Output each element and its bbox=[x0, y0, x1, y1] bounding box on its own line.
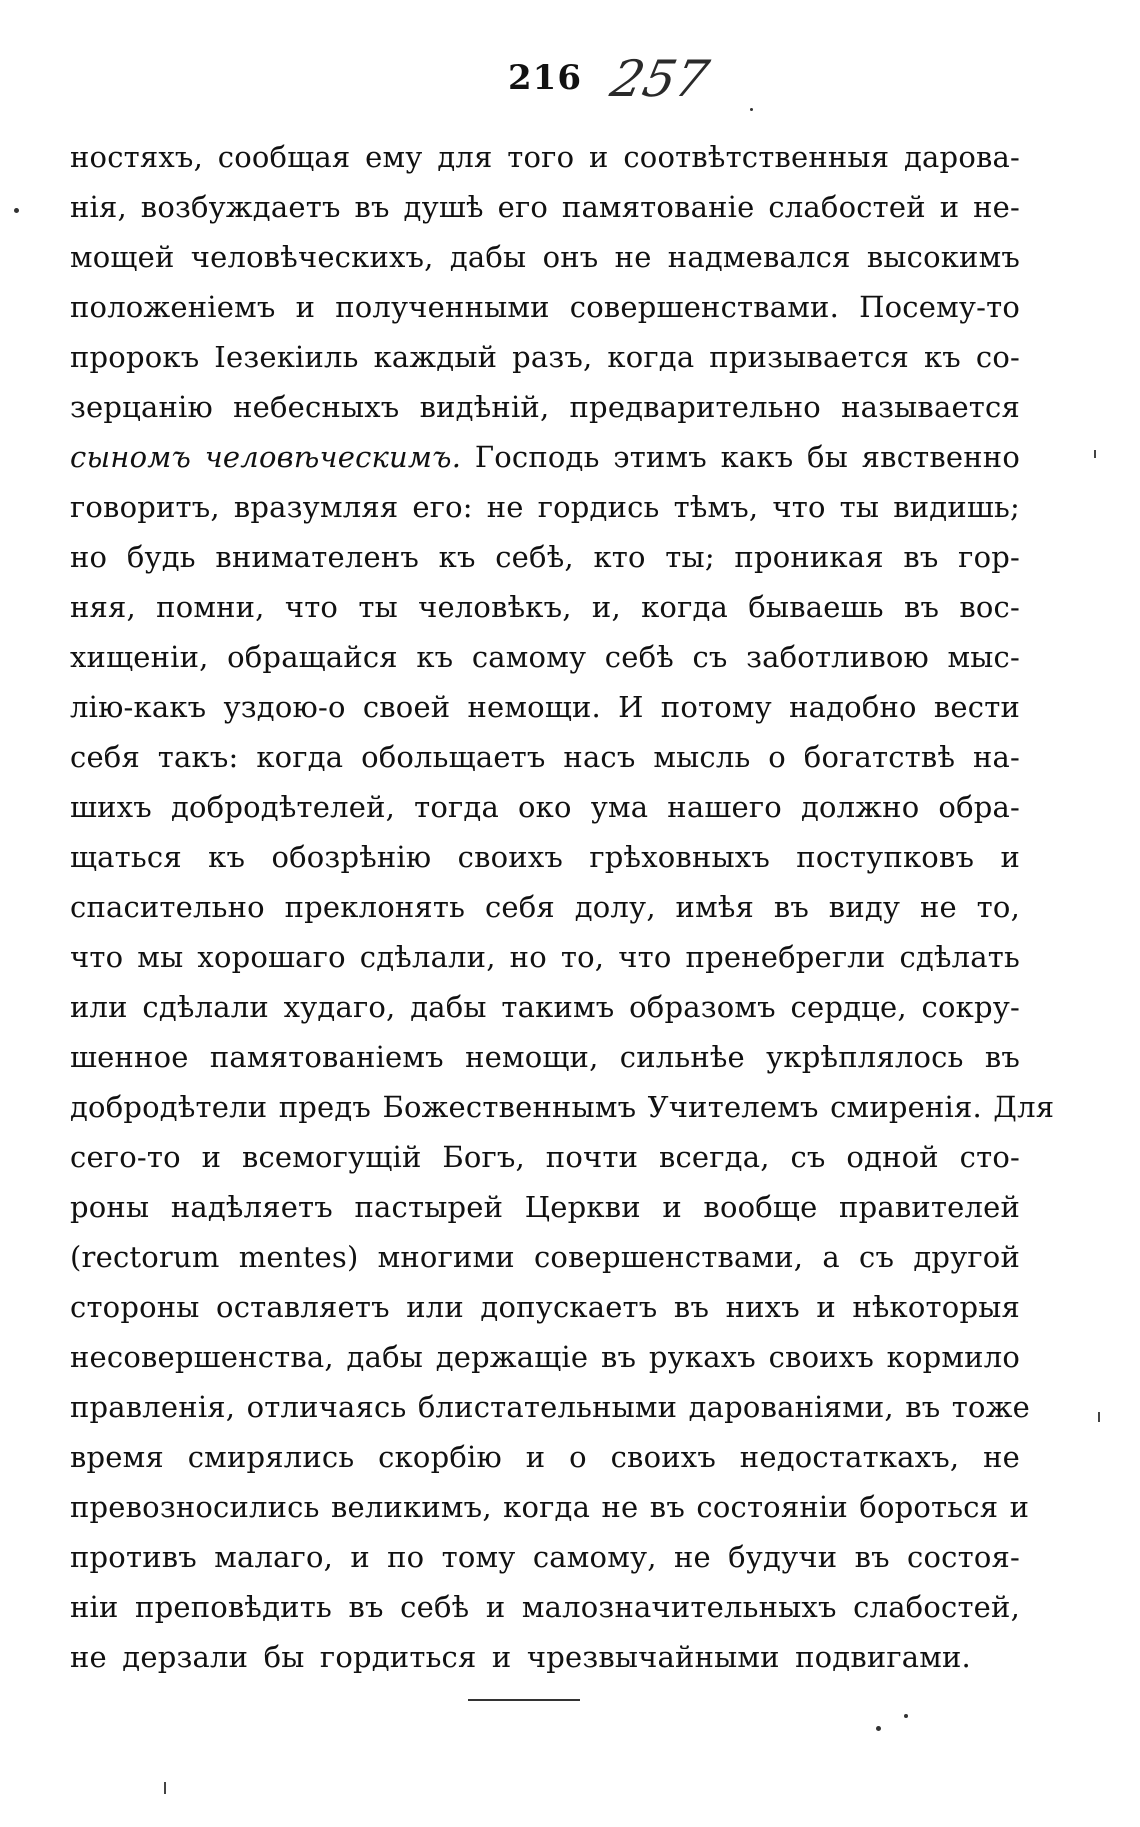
text-line: правленія, отличаясь блистательными дарованіями, въ тоже bbox=[70, 1390, 1030, 1424]
text-line: себя такъ: когда обольщаетъ насъ мысль о богатствѣ на- bbox=[70, 740, 1020, 774]
text-line: няя, помни, что ты человѣкъ, и, когда бываешь въ вос- bbox=[70, 590, 1020, 624]
text-line: шихъ добродѣтелей, тогда око ума нашего должно обра- bbox=[70, 790, 1020, 824]
text-line: несовершенства, дабы держащіе въ рукахъ своихъ кормило bbox=[70, 1340, 1020, 1374]
text-line: стороны оставляетъ или допускаетъ въ нихъ и нѣкоторыя bbox=[70, 1290, 1020, 1324]
end-rule bbox=[468, 1699, 580, 1701]
text-line: шенное памятованіемъ немощи, сильнѣе укрѣплялось въ bbox=[70, 1040, 1020, 1074]
text-line: противъ малаго, и по тому самому, не будучи въ состоя- bbox=[70, 1540, 1020, 1574]
ink-mark bbox=[1094, 450, 1096, 458]
text-line: зерцанію небесныхъ видѣній, предварительно называется bbox=[70, 390, 1020, 424]
text-line: но будь внимателенъ къ себѣ, кто ты; проникая въ гор- bbox=[70, 540, 1020, 574]
text-line: говоритъ, вразумляя его: не гордись тѣмъ, что ты видишь; bbox=[70, 490, 1020, 524]
text-line: сего-то и всемогущій Богъ, почти всегда, съ одной сто- bbox=[70, 1140, 1020, 1174]
ink-speck bbox=[14, 208, 19, 213]
text-line: спасительно преклонять себя долу, имѣя въ виду не то, bbox=[70, 890, 1020, 924]
page-header bbox=[0, 50, 1140, 110]
handwritten-page-number: 257 bbox=[605, 50, 714, 108]
text-line: роны надѣляетъ пастырей Церкви и вообще правителей bbox=[70, 1190, 1020, 1224]
body-text bbox=[70, 132, 1055, 1682]
text-line: что мы хорошаго сдѣлали, но то, что пренебрегли сдѣлать bbox=[70, 940, 1020, 974]
text-run: Господь этимъ какъ бы явственно bbox=[461, 440, 1020, 474]
text-line bbox=[70, 432, 1020, 482]
text-line: хищеніи, обращайся къ самому себѣ съ заботливою мыс- bbox=[70, 640, 1020, 674]
text-line: лію-какъ уздою-о своей немощи. И потому надобно вести bbox=[70, 690, 1020, 724]
ink-mark bbox=[1098, 1412, 1100, 1422]
text-line: ностяхъ, сообщая ему для того и соотвѣтственныя дарова- bbox=[70, 140, 1020, 174]
text-line: добродѣтели предъ Божественнымъ Учителемъ смиренія. Для bbox=[70, 1090, 1055, 1124]
page-number: 216 bbox=[508, 58, 582, 98]
text-line: нія, возбуждаетъ въ душѣ его памятованіе слабостей и не- bbox=[70, 190, 1020, 224]
ink-speck bbox=[904, 1714, 908, 1718]
text-line: ніи преповѣдить въ себѣ и малозначительныхъ слабостей, bbox=[70, 1590, 1020, 1624]
text-line: положеніемъ и полученными совершенствами. Посему-то bbox=[70, 290, 1020, 324]
ink-speck bbox=[750, 108, 753, 111]
text-line: (rectorum mentes) многими совершенствами, а съ другой bbox=[70, 1240, 1020, 1274]
italic-phrase: сыномъ человѣческимъ. bbox=[70, 440, 462, 474]
text-line: мощей человѣческихъ, дабы онъ не надмевался высокимъ bbox=[70, 240, 1020, 274]
ink-speck bbox=[876, 1726, 881, 1731]
text-line: не дерзали бы гордиться и чрезвычайными подвигами. bbox=[70, 1640, 971, 1674]
text-line: или сдѣлали худаго, дабы такимъ образомъ сердце, сокру- bbox=[70, 990, 1020, 1024]
text-line: пророкъ Іезекіиль каждый разъ, когда призывается къ со- bbox=[70, 340, 1020, 374]
text-line: щаться къ обозрѣнію своихъ грѣховныхъ поступковъ и bbox=[70, 840, 1020, 874]
ink-mark bbox=[164, 1782, 166, 1794]
text-line: время смирялись скорбію и о своихъ недостаткахъ, не bbox=[70, 1440, 1020, 1474]
text-line: превозносились великимъ, когда не въ состояніи бороться и bbox=[70, 1490, 1030, 1524]
